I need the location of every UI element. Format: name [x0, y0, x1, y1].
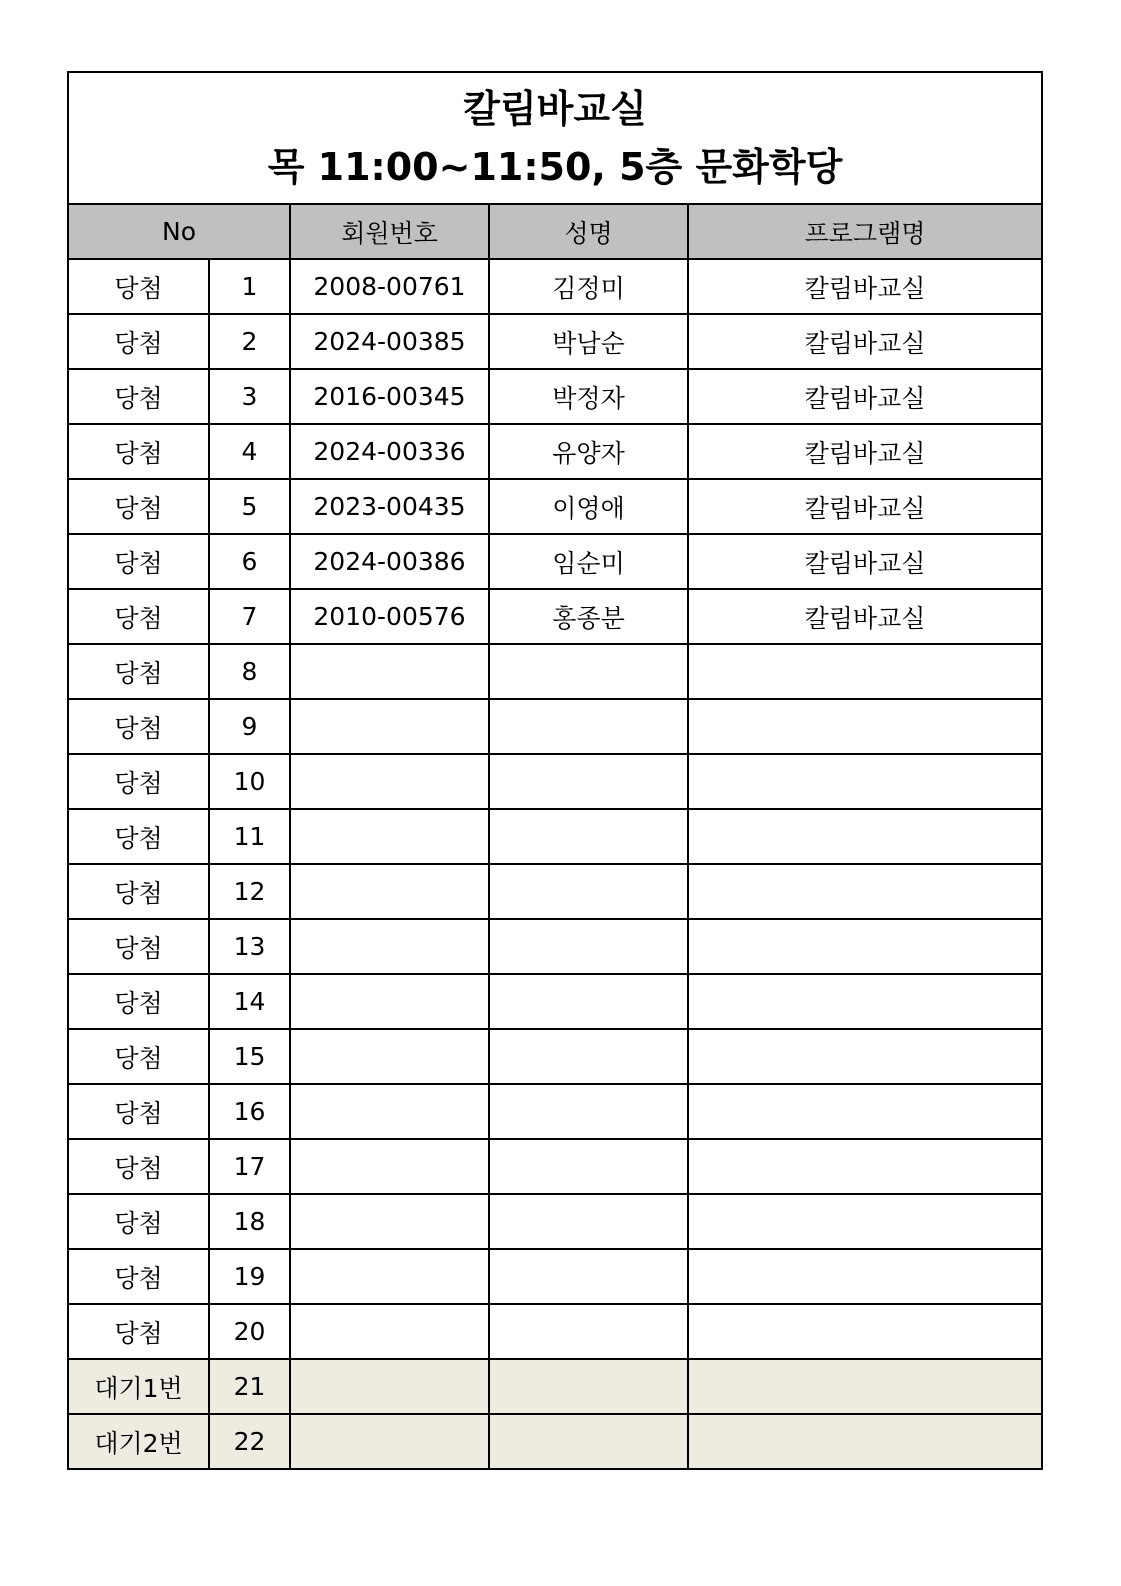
- header-no: No: [68, 204, 290, 259]
- row-member-id-cell: 2024-00386: [290, 534, 489, 589]
- row-program-cell: 칼림바교실: [688, 369, 1042, 424]
- row-status-cell: 당첨: [68, 644, 209, 699]
- header-member-id: 회원번호: [290, 204, 489, 259]
- row-program-cell: 칼림바교실: [688, 479, 1042, 534]
- row-name-cell: [489, 1414, 688, 1469]
- row-number-cell: 1: [209, 259, 290, 314]
- row-program-cell: [688, 1194, 1042, 1249]
- table-row: [68, 699, 1042, 754]
- row-status-cell: 당첨: [68, 754, 209, 809]
- table-row: [68, 1414, 1042, 1469]
- row-number-cell: 19: [209, 1249, 290, 1304]
- roster-body: [68, 259, 1042, 1469]
- row-number-cell: 2: [209, 314, 290, 369]
- table-row: [68, 369, 1042, 424]
- row-status-cell: 당첨: [68, 589, 209, 644]
- table-row: [68, 1359, 1042, 1414]
- roster-table: [67, 71, 1043, 1470]
- row-program-cell: [688, 809, 1042, 864]
- row-member-id-cell: [290, 1084, 489, 1139]
- row-program-cell: 칼림바교실: [688, 534, 1042, 589]
- row-member-id-cell: [290, 754, 489, 809]
- row-member-id-cell: [290, 809, 489, 864]
- table-row: [68, 424, 1042, 479]
- table-row: [68, 479, 1042, 534]
- row-name-cell: [489, 864, 688, 919]
- row-program-cell: [688, 754, 1042, 809]
- table-row: [68, 864, 1042, 919]
- row-status-cell: 대기2번: [68, 1414, 209, 1469]
- table-row: [68, 919, 1042, 974]
- row-name-cell: [489, 1139, 688, 1194]
- header-row: [68, 204, 1042, 259]
- row-name-cell: 김정미: [489, 259, 688, 314]
- table-row: [68, 809, 1042, 864]
- row-member-id-cell: [290, 1194, 489, 1249]
- row-status-cell: 당첨: [68, 1249, 209, 1304]
- row-number-cell: 16: [209, 1084, 290, 1139]
- row-number-cell: 20: [209, 1304, 290, 1359]
- row-member-id-cell: [290, 1139, 489, 1194]
- title-row: [68, 72, 1042, 204]
- title-schedule: 목 11:00~11:50, 5층 문화학당: [267, 145, 843, 189]
- table-row: [68, 974, 1042, 1029]
- row-status-cell: 당첨: [68, 479, 209, 534]
- table-row: [68, 1194, 1042, 1249]
- row-name-cell: 임순미: [489, 534, 688, 589]
- row-number-cell: 12: [209, 864, 290, 919]
- title-cell: [68, 72, 1042, 204]
- row-number-cell: 9: [209, 699, 290, 754]
- row-name-cell: [489, 1304, 688, 1359]
- row-number-cell: 3: [209, 369, 290, 424]
- row-program-cell: 칼림바교실: [688, 424, 1042, 479]
- row-program-cell: [688, 1029, 1042, 1084]
- row-member-id-cell: [290, 974, 489, 1029]
- row-status-cell: 당첨: [68, 369, 209, 424]
- row-program-cell: 칼림바교실: [688, 314, 1042, 369]
- row-status-cell: 당첨: [68, 1194, 209, 1249]
- row-member-id-cell: [290, 864, 489, 919]
- table-row: [68, 1304, 1042, 1359]
- table-row: [68, 1249, 1042, 1304]
- row-name-cell: 홍종분: [489, 589, 688, 644]
- row-program-cell: 칼림바교실: [688, 259, 1042, 314]
- row-status-cell: 당첨: [68, 699, 209, 754]
- row-status-cell: 당첨: [68, 314, 209, 369]
- row-member-id-cell: 2024-00385: [290, 314, 489, 369]
- row-member-id-cell: 2016-00345: [290, 369, 489, 424]
- row-status-cell: 당첨: [68, 1304, 209, 1359]
- row-name-cell: [489, 974, 688, 1029]
- row-number-cell: 5: [209, 479, 290, 534]
- row-program-cell: [688, 644, 1042, 699]
- row-status-cell: 당첨: [68, 864, 209, 919]
- row-name-cell: [489, 1359, 688, 1414]
- row-member-id-cell: 2010-00576: [290, 589, 489, 644]
- row-status-cell: 당첨: [68, 919, 209, 974]
- row-name-cell: [489, 919, 688, 974]
- row-program-cell: [688, 1084, 1042, 1139]
- row-number-cell: 13: [209, 919, 290, 974]
- row-status-cell: 대기1번: [68, 1359, 209, 1414]
- row-program-cell: [688, 1414, 1042, 1469]
- header-program: 프로그램명: [688, 204, 1042, 259]
- row-member-id-cell: [290, 1249, 489, 1304]
- row-member-id-cell: 2024-00336: [290, 424, 489, 479]
- table-row: [68, 1084, 1042, 1139]
- row-member-id-cell: [290, 1029, 489, 1084]
- row-program-cell: [688, 1359, 1042, 1414]
- row-program-cell: [688, 974, 1042, 1029]
- row-number-cell: 14: [209, 974, 290, 1029]
- row-name-cell: 박남순: [489, 314, 688, 369]
- row-name-cell: 박정자: [489, 369, 688, 424]
- row-status-cell: 당첨: [68, 259, 209, 314]
- row-number-cell: 8: [209, 644, 290, 699]
- row-name-cell: [489, 1249, 688, 1304]
- table-row: [68, 589, 1042, 644]
- row-status-cell: 당첨: [68, 809, 209, 864]
- row-name-cell: [489, 754, 688, 809]
- row-status-cell: 당첨: [68, 1139, 209, 1194]
- table-row: [68, 314, 1042, 369]
- row-status-cell: 당첨: [68, 1084, 209, 1139]
- row-name-cell: [489, 644, 688, 699]
- row-name-cell: 유양자: [489, 424, 688, 479]
- table-row: [68, 754, 1042, 809]
- table-row: [68, 259, 1042, 314]
- row-member-id-cell: [290, 919, 489, 974]
- row-number-cell: 11: [209, 809, 290, 864]
- table-row: [68, 1029, 1042, 1084]
- row-number-cell: 18: [209, 1194, 290, 1249]
- title-program: 칼림바교실: [463, 87, 647, 131]
- row-status-cell: 당첨: [68, 974, 209, 1029]
- row-number-cell: 10: [209, 754, 290, 809]
- table-row: [68, 644, 1042, 699]
- row-program-cell: [688, 699, 1042, 754]
- header-name: 성명: [489, 204, 688, 259]
- row-number-cell: 6: [209, 534, 290, 589]
- row-member-id-cell: [290, 1359, 489, 1414]
- row-program-cell: [688, 1304, 1042, 1359]
- row-number-cell: 21: [209, 1359, 290, 1414]
- row-program-cell: [688, 864, 1042, 919]
- row-name-cell: [489, 1194, 688, 1249]
- table-row: [68, 1139, 1042, 1194]
- row-member-id-cell: [290, 1414, 489, 1469]
- row-name-cell: [489, 1084, 688, 1139]
- row-number-cell: 7: [209, 589, 290, 644]
- row-program-cell: [688, 1249, 1042, 1304]
- row-name-cell: 이영애: [489, 479, 688, 534]
- row-status-cell: 당첨: [68, 424, 209, 479]
- row-number-cell: 17: [209, 1139, 290, 1194]
- row-status-cell: 당첨: [68, 534, 209, 589]
- row-program-cell: [688, 1139, 1042, 1194]
- row-member-id-cell: 2008-00761: [290, 259, 489, 314]
- table-row: [68, 534, 1042, 589]
- row-program-cell: 칼림바교실: [688, 589, 1042, 644]
- row-status-cell: 당첨: [68, 1029, 209, 1084]
- row-number-cell: 15: [209, 1029, 290, 1084]
- row-number-cell: 4: [209, 424, 290, 479]
- row-member-id-cell: 2023-00435: [290, 479, 489, 534]
- row-number-cell: 22: [209, 1414, 290, 1469]
- row-member-id-cell: [290, 1304, 489, 1359]
- row-member-id-cell: [290, 699, 489, 754]
- row-name-cell: [489, 699, 688, 754]
- row-member-id-cell: [290, 644, 489, 699]
- row-name-cell: [489, 1029, 688, 1084]
- row-program-cell: [688, 919, 1042, 974]
- row-name-cell: [489, 809, 688, 864]
